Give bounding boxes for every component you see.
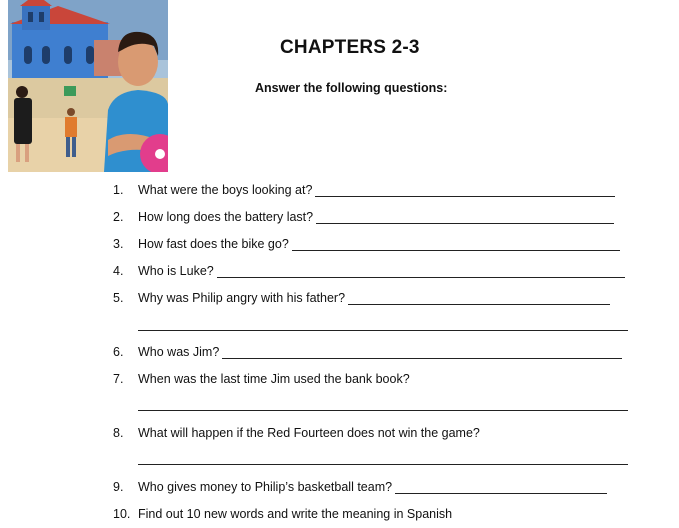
question-10 — [113, 503, 455, 521]
question-text: Find out 10 new words and write the meaning in Spanish — [138, 507, 453, 521]
page-title: CHAPTERS 2-3 — [280, 37, 420, 58]
question-2 — [113, 206, 614, 224]
question-3 — [113, 233, 620, 251]
question-number: 8. — [113, 426, 124, 440]
question-number: 2. — [113, 210, 124, 224]
question-number: 3. — [113, 237, 124, 251]
question-number: 9. — [113, 480, 124, 494]
question-text: How long does the battery last? — [138, 210, 314, 224]
question-5 — [113, 287, 610, 305]
question-number: 7. — [113, 372, 124, 386]
question-1 — [113, 179, 615, 197]
question-8 — [113, 422, 483, 440]
answer-line[interactable] — [315, 182, 615, 197]
question-number: 1. — [113, 183, 124, 197]
answer-line-extra[interactable] — [138, 330, 628, 331]
answer-line[interactable] — [292, 236, 620, 251]
question-9 — [113, 476, 607, 494]
question-number: 10. — [113, 507, 131, 521]
question-text: Why was Philip angry with his father? — [138, 291, 346, 305]
question-number: 5. — [113, 291, 124, 305]
question-text: What will happen if the Red Fourteen does not win the game? — [138, 426, 480, 440]
question-4 — [113, 260, 625, 278]
question-text: Who gives money to Philip’s basketball team? — [138, 480, 393, 494]
question-text: When was the last time Jim used the bank book? — [138, 372, 410, 386]
question-7 — [113, 368, 413, 386]
question-text: What were the boys looking at? — [138, 183, 313, 197]
book-cover-illustration — [8, 0, 168, 172]
answer-line[interactable] — [316, 209, 614, 224]
question-text: Who was Jim? — [138, 345, 220, 359]
question-number: 6. — [113, 345, 124, 359]
answer-line-extra[interactable] — [138, 410, 628, 411]
answer-line[interactable] — [348, 290, 610, 305]
answer-line-extra[interactable] — [138, 464, 628, 465]
question-number: 4. — [113, 264, 124, 278]
question-text: How fast does the bike go? — [138, 237, 289, 251]
answer-line[interactable] — [222, 344, 622, 359]
instructions: Answer the following questions: — [255, 81, 448, 95]
answer-line[interactable] — [395, 479, 607, 494]
question-text: Who is Luke? — [138, 264, 214, 278]
question-6 — [113, 341, 622, 359]
answer-line[interactable] — [217, 263, 625, 278]
